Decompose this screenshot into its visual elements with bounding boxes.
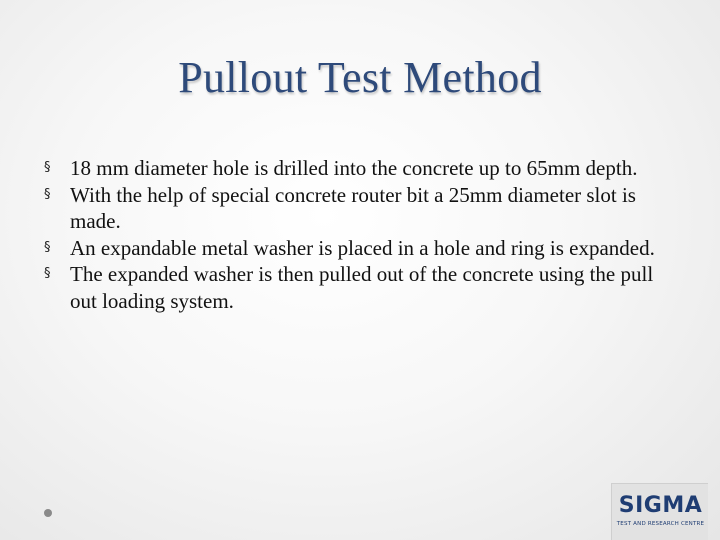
slide-title: Pullout Test Method [178, 53, 542, 102]
bullet-marker-icon: § [44, 266, 51, 281]
logo-subtitle: TEST AND RESEARCH CENTRE [616, 521, 705, 527]
bullet-marker-icon: § [44, 160, 51, 175]
sigma-logo [611, 483, 708, 540]
bullet-text: With the help of special concrete router bit a 25mm diameter slot is made. [70, 182, 636, 233]
bullet-item [44, 235, 674, 262]
logo-word: SIGMA [618, 493, 703, 518]
bullet-list [44, 155, 674, 314]
bullet-item [44, 182, 674, 235]
bullet-marker-icon: § [44, 186, 51, 202]
bullet-text: 18 mm diameter hole is drilled into the concrete up to 65mm depth. [70, 156, 638, 180]
bullet-item [44, 261, 674, 314]
slide-dot-icon [44, 509, 52, 517]
bullet-text: An expandable metal washer is placed in a hole and ring is expanded. [70, 235, 655, 260]
bullet-text: The expanded washer is then pulled out of the concrete using the pull out loading system. [70, 262, 654, 313]
bullet-marker-icon: § [44, 239, 51, 255]
bullet-item [44, 155, 674, 182]
